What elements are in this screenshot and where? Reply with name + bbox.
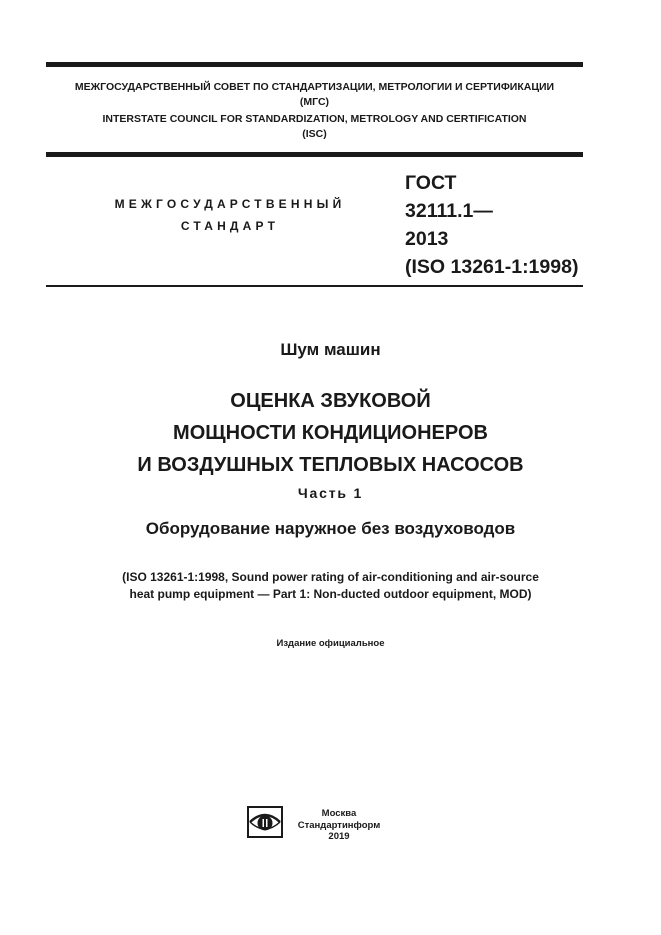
designation-rule xyxy=(46,285,583,287)
title-line2: МОЩНОСТИ КОНДИЦИОНЕРОВ xyxy=(173,422,488,444)
publication-year: 2019 xyxy=(328,831,350,842)
edition-label: Издание официальное xyxy=(276,638,385,649)
subtitle: Оборудование наружное без воздуховодов xyxy=(145,519,516,538)
series-title: Шум машин xyxy=(280,340,381,359)
title-line3: И ВОЗДУШНЫХ ТЕПЛОВЫХ НАСОСОВ xyxy=(137,454,524,476)
gost-line3: 2013 xyxy=(405,228,449,250)
iso-line2: heat pump equipment — Part 1: Non-ducted outdoor equipment, MOD) xyxy=(129,587,532,601)
top-rule xyxy=(46,62,583,67)
council-en xyxy=(46,112,583,142)
publisher-name: Стандартинформ xyxy=(297,819,381,831)
gost-line1: ГОСТ xyxy=(405,172,457,194)
iso-line1: (ISO 13261-1:1998, Sound power rating of air-conditioning and air-source xyxy=(122,570,539,584)
part-label: Часть 1 xyxy=(297,485,364,501)
main-title xyxy=(0,385,661,481)
standartinform-logo-icon xyxy=(247,806,283,838)
standard-type-line2: СТАНДАРТ xyxy=(180,219,280,233)
council-ru xyxy=(46,80,583,110)
gost-line2: 32111.1— xyxy=(405,200,493,222)
header-rule xyxy=(46,152,583,157)
council-ru-name: МЕЖГОСУДАРСТВЕННЫЙ СОВЕТ ПО СТАНДАРТИЗАЦИИ, МЕТРОЛОГИИ И СЕРТИФИКАЦИИ xyxy=(74,81,555,93)
council-en-abbr: (ISC) xyxy=(302,128,327,140)
standard-type-line1: МЕЖГОСУДАРСТВЕННЫЙ xyxy=(114,197,346,211)
gost-line4: (ISO 13261-1:1998) xyxy=(405,256,579,278)
iso-reference xyxy=(0,569,661,603)
gost-designation xyxy=(405,169,578,281)
publisher-info xyxy=(297,808,381,843)
council-ru-abbr: (МГС) xyxy=(299,96,330,108)
title-line1: ОЦЕНКА ЗВУКОВОЙ xyxy=(230,390,431,412)
standard-type-label xyxy=(80,193,380,237)
council-en-name: INTERSTATE COUNCIL FOR STANDARDIZATION, METROLOGY AND CERTIFICATION xyxy=(102,113,527,125)
publisher-city: Москва xyxy=(321,808,357,819)
